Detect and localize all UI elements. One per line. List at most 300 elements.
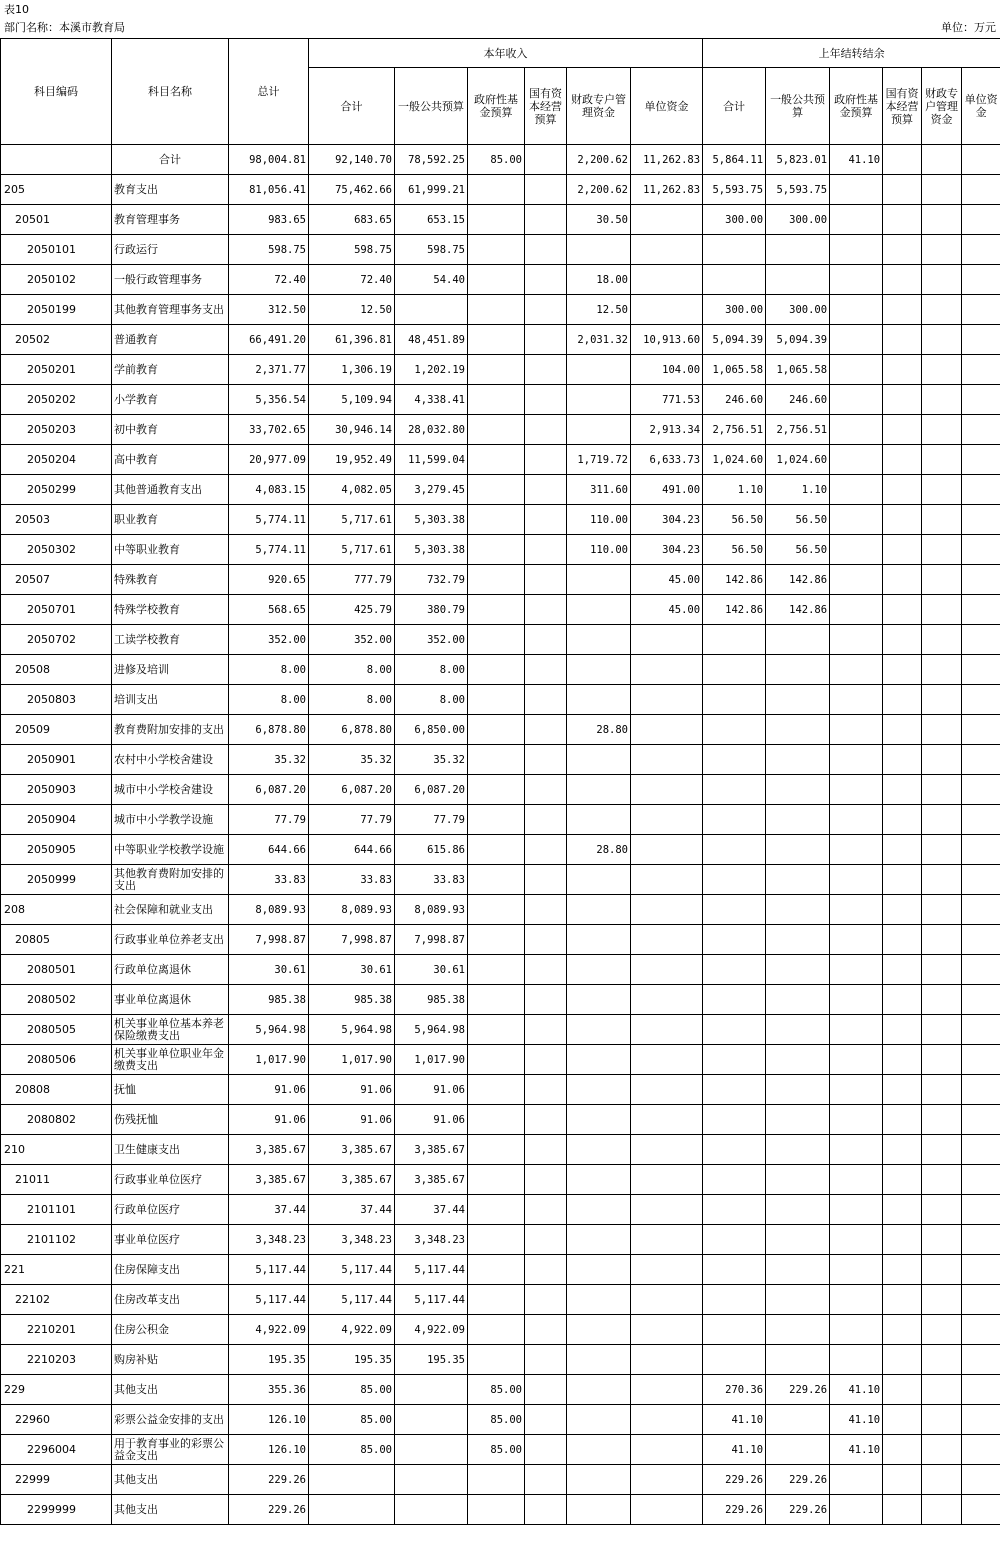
cell-name: 事业单位离退休: [112, 985, 229, 1015]
cell-value: 5,593.75: [766, 175, 830, 205]
cell-value: 983.65: [229, 205, 309, 235]
cell-value: 229.26: [703, 1465, 766, 1495]
cell-code: 2050302: [1, 535, 112, 565]
cell-name: 用于教育事业的彩票公益金支出: [112, 1435, 229, 1465]
cell-value: 985.38: [229, 985, 309, 1015]
cell-value: 85.00: [468, 1405, 525, 1435]
cell-value: [468, 1285, 525, 1315]
table-number: 表10: [4, 3, 29, 16]
cell-value: 229.26: [766, 1495, 830, 1525]
header-sub: 财政专户管理资金: [567, 68, 631, 145]
cell-value: [468, 1045, 525, 1075]
cell-value: [766, 265, 830, 295]
cell-value: [962, 1285, 1000, 1315]
table-row: [1, 445, 1000, 475]
cell-name: 职业教育: [112, 505, 229, 535]
cell-name: 城市中小学校舍建设: [112, 775, 229, 805]
cell-value: [830, 1015, 883, 1045]
cell-value: [830, 865, 883, 895]
cell-value: [830, 715, 883, 745]
cell-value: 6,850.00: [395, 715, 468, 745]
cell-value: [703, 1195, 766, 1225]
cell-value: [922, 445, 962, 475]
cell-value: [567, 805, 631, 835]
table-row: [1, 1495, 1000, 1525]
cell-value: [962, 1495, 1000, 1525]
cell-value: 45.00: [631, 565, 703, 595]
cell-value: [830, 1315, 883, 1345]
cell-value: [830, 1465, 883, 1495]
cell-value: [962, 1195, 1000, 1225]
cell-value: [766, 1045, 830, 1075]
cell-value: 2,756.51: [766, 415, 830, 445]
cell-value: [766, 955, 830, 985]
cell-value: [922, 475, 962, 505]
cell-value: [766, 835, 830, 865]
cell-value: 598.75: [309, 235, 395, 265]
cell-value: 78,592.25: [395, 145, 468, 175]
cell-value: [525, 835, 567, 865]
cell-value: 37.44: [229, 1195, 309, 1225]
cell-value: [922, 355, 962, 385]
cell-value: [631, 1105, 703, 1135]
cell-value: 5,717.61: [309, 505, 395, 535]
cell-name: 其他支出: [112, 1375, 229, 1405]
cell-value: 8.00: [229, 655, 309, 685]
cell-value: 4,083.15: [229, 475, 309, 505]
cell-value: [962, 1375, 1000, 1405]
cell-value: 3,385.67: [229, 1165, 309, 1195]
cell-value: 5,774.11: [229, 535, 309, 565]
cell-value: [703, 1135, 766, 1165]
cell-value: 33.83: [395, 865, 468, 895]
cell-value: [830, 385, 883, 415]
cell-value: [962, 895, 1000, 925]
cell-code: 2050901: [1, 745, 112, 775]
table-row: [1, 1225, 1000, 1255]
cell-value: [962, 1225, 1000, 1255]
cell-value: [468, 835, 525, 865]
cell-value: 5,823.01: [766, 145, 830, 175]
cell-value: [631, 1495, 703, 1525]
cell-value: [395, 295, 468, 325]
cell-code: 2296004: [1, 1435, 112, 1465]
cell-value: 304.23: [631, 505, 703, 535]
cell-value: 110.00: [567, 535, 631, 565]
cell-value: 6,878.80: [309, 715, 395, 745]
header-sub: 财政专户管理资金: [922, 68, 962, 145]
cell-value: 352.00: [309, 625, 395, 655]
header-this-year: 本年收入: [309, 39, 703, 68]
cell-value: [883, 1345, 922, 1375]
cell-name: 事业单位医疗: [112, 1225, 229, 1255]
cell-value: [631, 985, 703, 1015]
cell-value: [830, 205, 883, 235]
cell-value: [922, 505, 962, 535]
cell-value: [567, 865, 631, 895]
cell-value: 30.61: [395, 955, 468, 985]
cell-value: [830, 475, 883, 505]
cell-value: [766, 1105, 830, 1135]
cell-code: 2210201: [1, 1315, 112, 1345]
cell-value: [922, 265, 962, 295]
cell-code: 20502: [1, 325, 112, 355]
cell-value: [468, 565, 525, 595]
cell-value: 5,117.44: [395, 1285, 468, 1315]
cell-value: 81,056.41: [229, 175, 309, 205]
cell-value: [525, 235, 567, 265]
cell-value: [766, 1165, 830, 1195]
cell-value: [631, 1345, 703, 1375]
cell-value: 1.10: [766, 475, 830, 505]
cell-value: [830, 925, 883, 955]
cell-value: [703, 1225, 766, 1255]
cell-value: [962, 955, 1000, 985]
table-row: [1, 595, 1000, 625]
cell-value: [703, 835, 766, 865]
cell-code: 2080502: [1, 985, 112, 1015]
cell-value: [631, 295, 703, 325]
cell-value: [830, 955, 883, 985]
cell-value: [525, 1045, 567, 1075]
cell-value: 3,385.67: [229, 1135, 309, 1165]
cell-value: 3,385.67: [395, 1135, 468, 1165]
cell-value: [631, 265, 703, 295]
cell-value: [922, 1165, 962, 1195]
cell-value: [883, 445, 922, 475]
cell-name: 小学教育: [112, 385, 229, 415]
cell-value: [922, 1315, 962, 1345]
cell-value: [922, 835, 962, 865]
cell-value: 48,451.89: [395, 325, 468, 355]
table-row: [1, 985, 1000, 1015]
cell-value: [525, 865, 567, 895]
cell-value: 8.00: [229, 685, 309, 715]
cell-value: [962, 1315, 1000, 1345]
cell-value: [962, 565, 1000, 595]
cell-value: [567, 1315, 631, 1345]
cell-value: [962, 175, 1000, 205]
cell-value: [883, 1435, 922, 1465]
cell-value: [468, 1255, 525, 1285]
cell-code: 2050999: [1, 865, 112, 895]
table-row: [1, 1255, 1000, 1285]
cell-value: [962, 715, 1000, 745]
cell-value: 30.61: [229, 955, 309, 985]
cell-value: [567, 1435, 631, 1465]
cell-value: [962, 475, 1000, 505]
cell-value: [468, 415, 525, 445]
cell-name: 彩票公益金安排的支出: [112, 1405, 229, 1435]
cell-name: 行政单位医疗: [112, 1195, 229, 1225]
cell-value: [766, 865, 830, 895]
table-row: [1, 1315, 1000, 1345]
cell-value: [468, 1075, 525, 1105]
cell-code: 2050904: [1, 805, 112, 835]
cell-value: [631, 1045, 703, 1075]
table-row: [1, 1465, 1000, 1495]
cell-value: [525, 775, 567, 805]
cell-value: [525, 475, 567, 505]
cell-value: [830, 1345, 883, 1375]
cell-value: [525, 1435, 567, 1465]
cell-name: 合计: [112, 145, 229, 175]
cell-name: 中等职业教育: [112, 535, 229, 565]
cell-value: [703, 265, 766, 295]
cell-value: [922, 535, 962, 565]
cell-value: [766, 715, 830, 745]
cell-value: 5,117.44: [229, 1255, 309, 1285]
cell-value: 1.10: [703, 475, 766, 505]
cell-value: [830, 1195, 883, 1225]
cell-value: 229.26: [229, 1495, 309, 1525]
cell-value: [766, 625, 830, 655]
header-code: 科目编码: [1, 39, 112, 145]
cell-value: [703, 625, 766, 655]
cell-value: 683.65: [309, 205, 395, 235]
cell-value: [468, 1015, 525, 1045]
cell-name: 抚恤: [112, 1075, 229, 1105]
cell-name: 一般行政管理事务: [112, 265, 229, 295]
cell-value: 41.10: [830, 1405, 883, 1435]
cell-value: 11,262.83: [631, 145, 703, 175]
cell-value: 5,964.98: [395, 1015, 468, 1045]
cell-value: 2,031.32: [567, 325, 631, 355]
header-sub: 国有资本经营预算: [525, 68, 567, 145]
header-total: 总计: [229, 39, 309, 145]
cell-value: 5,964.98: [229, 1015, 309, 1045]
cell-code: 2050201: [1, 355, 112, 385]
cell-value: 300.00: [766, 205, 830, 235]
cell-value: [830, 355, 883, 385]
cell-value: [567, 655, 631, 685]
cell-value: [468, 1345, 525, 1375]
table-row: [1, 1045, 1000, 1075]
cell-value: 3,348.23: [309, 1225, 395, 1255]
header-sub: 政府性基金预算: [468, 68, 525, 145]
cell-value: 195.35: [395, 1345, 468, 1375]
table-row: [1, 865, 1000, 895]
cell-value: [883, 925, 922, 955]
cell-value: [883, 1195, 922, 1225]
cell-value: [883, 355, 922, 385]
cell-value: [766, 1435, 830, 1465]
cell-value: [883, 1165, 922, 1195]
cell-name: 住房改革支出: [112, 1285, 229, 1315]
header-name: 科目名称: [112, 39, 229, 145]
cell-value: 66,491.20: [229, 325, 309, 355]
cell-value: [468, 1225, 525, 1255]
cell-value: [468, 445, 525, 475]
cell-name: 教育支出: [112, 175, 229, 205]
cell-value: [922, 1195, 962, 1225]
cell-value: [567, 1105, 631, 1135]
cell-value: [631, 205, 703, 235]
cell-value: 777.79: [309, 565, 395, 595]
cell-value: [703, 805, 766, 835]
cell-value: [922, 205, 962, 235]
cell-value: [703, 1165, 766, 1195]
cell-code: 2050702: [1, 625, 112, 655]
cell-code: 2050903: [1, 775, 112, 805]
table-row: [1, 895, 1000, 925]
cell-value: [962, 325, 1000, 355]
cell-value: [525, 565, 567, 595]
cell-value: 91.06: [229, 1075, 309, 1105]
cell-value: [525, 535, 567, 565]
cell-value: [525, 895, 567, 925]
cell-value: [468, 865, 525, 895]
cell-name: 城市中小学教学设施: [112, 805, 229, 835]
cell-value: [703, 955, 766, 985]
cell-value: [703, 1315, 766, 1345]
cell-value: [468, 475, 525, 505]
cell-value: [468, 625, 525, 655]
cell-value: [567, 1375, 631, 1405]
cell-value: [468, 745, 525, 775]
cell-value: 1,306.19: [309, 355, 395, 385]
cell-value: [830, 295, 883, 325]
cell-value: 771.53: [631, 385, 703, 415]
table-row: [1, 175, 1000, 205]
cell-value: [766, 895, 830, 925]
cell-value: [703, 715, 766, 745]
cell-value: [962, 865, 1000, 895]
cell-code: 221: [1, 1255, 112, 1285]
cell-value: 7,998.87: [395, 925, 468, 955]
cell-value: [567, 685, 631, 715]
cell-value: [567, 1225, 631, 1255]
cell-value: 56.50: [703, 535, 766, 565]
cell-value: [883, 895, 922, 925]
cell-value: [922, 655, 962, 685]
cell-value: [567, 355, 631, 385]
cell-code: 2299999: [1, 1495, 112, 1525]
cell-value: 5,117.44: [309, 1255, 395, 1285]
cell-value: 33.83: [229, 865, 309, 895]
cell-name: 特殊教育: [112, 565, 229, 595]
cell-value: 246.60: [703, 385, 766, 415]
cell-value: 30.61: [309, 955, 395, 985]
cell-value: 91.06: [229, 1105, 309, 1135]
cell-value: 8,089.93: [395, 895, 468, 925]
cell-value: [922, 1105, 962, 1135]
cell-value: [525, 655, 567, 685]
cell-value: [468, 505, 525, 535]
table-row: [1, 1105, 1000, 1135]
cell-name: 其他支出: [112, 1495, 229, 1525]
cell-value: [830, 1285, 883, 1315]
cell-value: [703, 1255, 766, 1285]
cell-value: [631, 1225, 703, 1255]
cell-value: 598.75: [395, 235, 468, 265]
cell-value: [567, 1135, 631, 1165]
cell-value: [631, 1315, 703, 1345]
cell-value: 85.00: [309, 1435, 395, 1465]
cell-value: 6,087.20: [395, 775, 468, 805]
cell-value: [830, 445, 883, 475]
cell-value: [567, 985, 631, 1015]
cell-value: [567, 595, 631, 625]
cell-value: [525, 685, 567, 715]
cell-code: 22999: [1, 1465, 112, 1495]
cell-value: [309, 1495, 395, 1525]
cell-value: 92,140.70: [309, 145, 395, 175]
cell-value: 41.10: [830, 1375, 883, 1405]
cell-value: [631, 1165, 703, 1195]
cell-value: [567, 235, 631, 265]
cell-value: [962, 835, 1000, 865]
table-row: [1, 355, 1000, 385]
cell-value: [922, 1285, 962, 1315]
cell-value: [883, 1315, 922, 1345]
cell-value: [525, 595, 567, 625]
cell-value: [703, 1345, 766, 1375]
cell-value: [703, 985, 766, 1015]
cell-code: 2050204: [1, 445, 112, 475]
cell-value: 142.86: [766, 565, 830, 595]
cell-value: [703, 1105, 766, 1135]
cell-value: [883, 805, 922, 835]
cell-value: 1,017.90: [395, 1045, 468, 1075]
cell-value: [883, 535, 922, 565]
cell-value: [567, 895, 631, 925]
table-row: [1, 1135, 1000, 1165]
cell-value: [962, 925, 1000, 955]
cell-value: [962, 655, 1000, 685]
cell-value: [830, 535, 883, 565]
cell-value: 104.00: [631, 355, 703, 385]
cell-value: [830, 655, 883, 685]
cell-value: [922, 1045, 962, 1075]
cell-value: [525, 145, 567, 175]
header-sub: 合计: [703, 68, 766, 145]
header-sub: 单位资金: [962, 68, 1000, 145]
cell-value: 5,593.75: [703, 175, 766, 205]
cell-value: [468, 325, 525, 355]
cell-value: [631, 925, 703, 955]
cell-code: 2050202: [1, 385, 112, 415]
cell-value: 35.32: [229, 745, 309, 775]
cell-value: [567, 1015, 631, 1045]
cell-value: [766, 1135, 830, 1165]
cell-value: [766, 685, 830, 715]
cell-value: [567, 1405, 631, 1435]
cell-value: [922, 565, 962, 595]
cell-value: [766, 655, 830, 685]
cell-value: 5,117.44: [309, 1285, 395, 1315]
cell-value: 91.06: [309, 1075, 395, 1105]
cell-value: [962, 1045, 1000, 1075]
cell-value: [962, 1345, 1000, 1375]
cell-value: 12.50: [567, 295, 631, 325]
table-row: [1, 295, 1000, 325]
cell-value: [766, 745, 830, 775]
cell-value: [525, 1285, 567, 1315]
cell-value: [631, 805, 703, 835]
cell-code: 22960: [1, 1405, 112, 1435]
cell-value: [962, 1135, 1000, 1165]
cell-value: [468, 655, 525, 685]
cell-value: [883, 175, 922, 205]
cell-name: 其他普通教育支出: [112, 475, 229, 505]
cell-code: 205: [1, 175, 112, 205]
table-row: [1, 1405, 1000, 1435]
cell-code: 20507: [1, 565, 112, 595]
cell-name: 行政运行: [112, 235, 229, 265]
cell-value: 28,032.80: [395, 415, 468, 445]
cell-name: 教育管理事务: [112, 205, 229, 235]
